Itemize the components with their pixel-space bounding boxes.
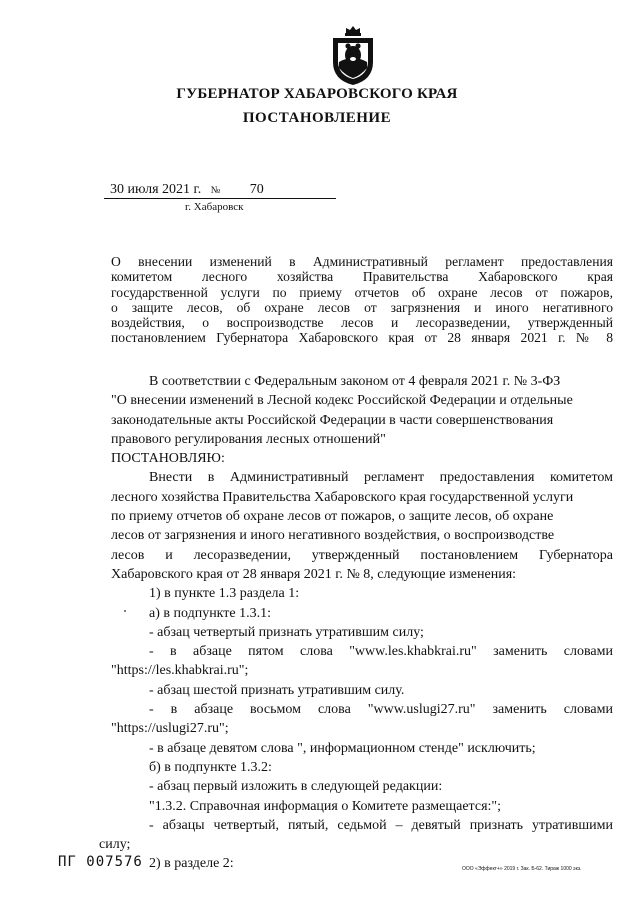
body-line: - абзац шестой признать утратившим силу. xyxy=(149,682,405,698)
document-number: 70 xyxy=(249,182,264,197)
body-line: законодательные акты Российской Федерации в части совершенствования xyxy=(111,412,554,428)
body-line: лесов и лесоразведении, утвержденный постановлением Губернатора xyxy=(111,547,613,563)
subject-line: О внесении изменений в Административный регламент предоставления xyxy=(111,254,613,269)
coat-of-arms-emblem xyxy=(330,24,376,86)
issuer-title: ГУБЕРНАТОР ХАБАРОВСКОГО КРАЯ xyxy=(176,86,458,102)
number-sign: № xyxy=(210,185,221,196)
body-line: В соответствии с Федеральным законом от 4 февраля 2021 г. № 3-ФЗ xyxy=(149,374,561,389)
subject-line: о защите лесов, об охране лесов от загрязнения и иного негативного xyxy=(111,299,613,315)
body-line: - в абзаце пятом слова "www.les.khabkrai.ru" заменить словами xyxy=(149,644,613,660)
body-line: - абзац первый изложить в следующей редакции: xyxy=(149,779,443,795)
subject-line: постановлением Губернатора Хабаровского края от 28 января 2021 г. № 8 xyxy=(111,330,613,346)
form-serial-number: ПГ 007576 xyxy=(58,854,143,870)
date-underline xyxy=(104,198,336,199)
body-line: Внести в Административный регламент предоставления комитетом xyxy=(149,470,613,486)
body-line: лесов от загрязнения и иного негативного воздействия, о воспроизводстве xyxy=(111,528,555,544)
body-line: Хабаровского края от 28 января 2021 г. № 8, следующие изменения: xyxy=(111,566,517,582)
city: г. Хабаровск xyxy=(185,201,244,213)
scan-speck xyxy=(124,610,126,612)
body-line: - в абзаце девятом слова ", информационном стенде" исключить; xyxy=(149,740,536,756)
body-line: - в абзаце восьмом слова "www.uslugi27.ru" заменить словами xyxy=(149,702,613,718)
subject-line: государственной услуги по приему отчетов об охране лесов от пожаров, xyxy=(111,284,613,300)
body-line: - абзацы четвертый, пятый, седьмой – девятый признать утратившими xyxy=(149,817,613,833)
subject-line: комитетом лесного хозяйства Правительства Хабаровского края xyxy=(111,269,613,285)
body-line: "1.3.2. Справочная информация о Комитете размещается:"; xyxy=(149,798,501,814)
document-date: 30 июля 2021 г. xyxy=(110,182,202,197)
decree-word: ПОСТАНОВЛЯЮ: xyxy=(111,451,225,467)
body-line: по приему отчетов об охране лесов от пожаров, о защите лесов, об охране xyxy=(111,509,554,525)
body-line: "https://uslugi27.ru"; xyxy=(111,721,229,737)
body-line: б) в подпункте 1.3.2: xyxy=(149,759,272,775)
body-line: 1) в пункте 1.3 раздела 1: xyxy=(149,586,300,602)
body-line: - абзац четвертый признать утратившим силу; xyxy=(149,624,424,640)
subject-line: воздействия, о воспроизводстве лесов и лесоразведении, утвержденный xyxy=(111,315,613,331)
body-line: силу; xyxy=(99,837,131,853)
body-line: "О внесении изменений в Лесной кодекс Российской Федерации и отдельные xyxy=(111,393,573,409)
printing-imprint: ООО «Эффект+» 2019 г. Зак. Б-62. Тираж 1000 экз. xyxy=(462,866,582,872)
body-line: лесного хозяйства Правительства Хабаровского края государственной услуги xyxy=(111,489,574,505)
document-subject xyxy=(111,254,613,346)
body-line: "https://les.khabkrai.ru"; xyxy=(111,663,249,679)
body-line: а) в подпункте 1.3.1: xyxy=(149,605,272,621)
date-number-line xyxy=(110,182,264,198)
body-line: правового регулирования лесных отношений" xyxy=(111,431,386,447)
body-line: 2) в разделе 2: xyxy=(149,856,234,872)
document-type: ПОСТАНОВЛЕНИЕ xyxy=(242,110,392,126)
